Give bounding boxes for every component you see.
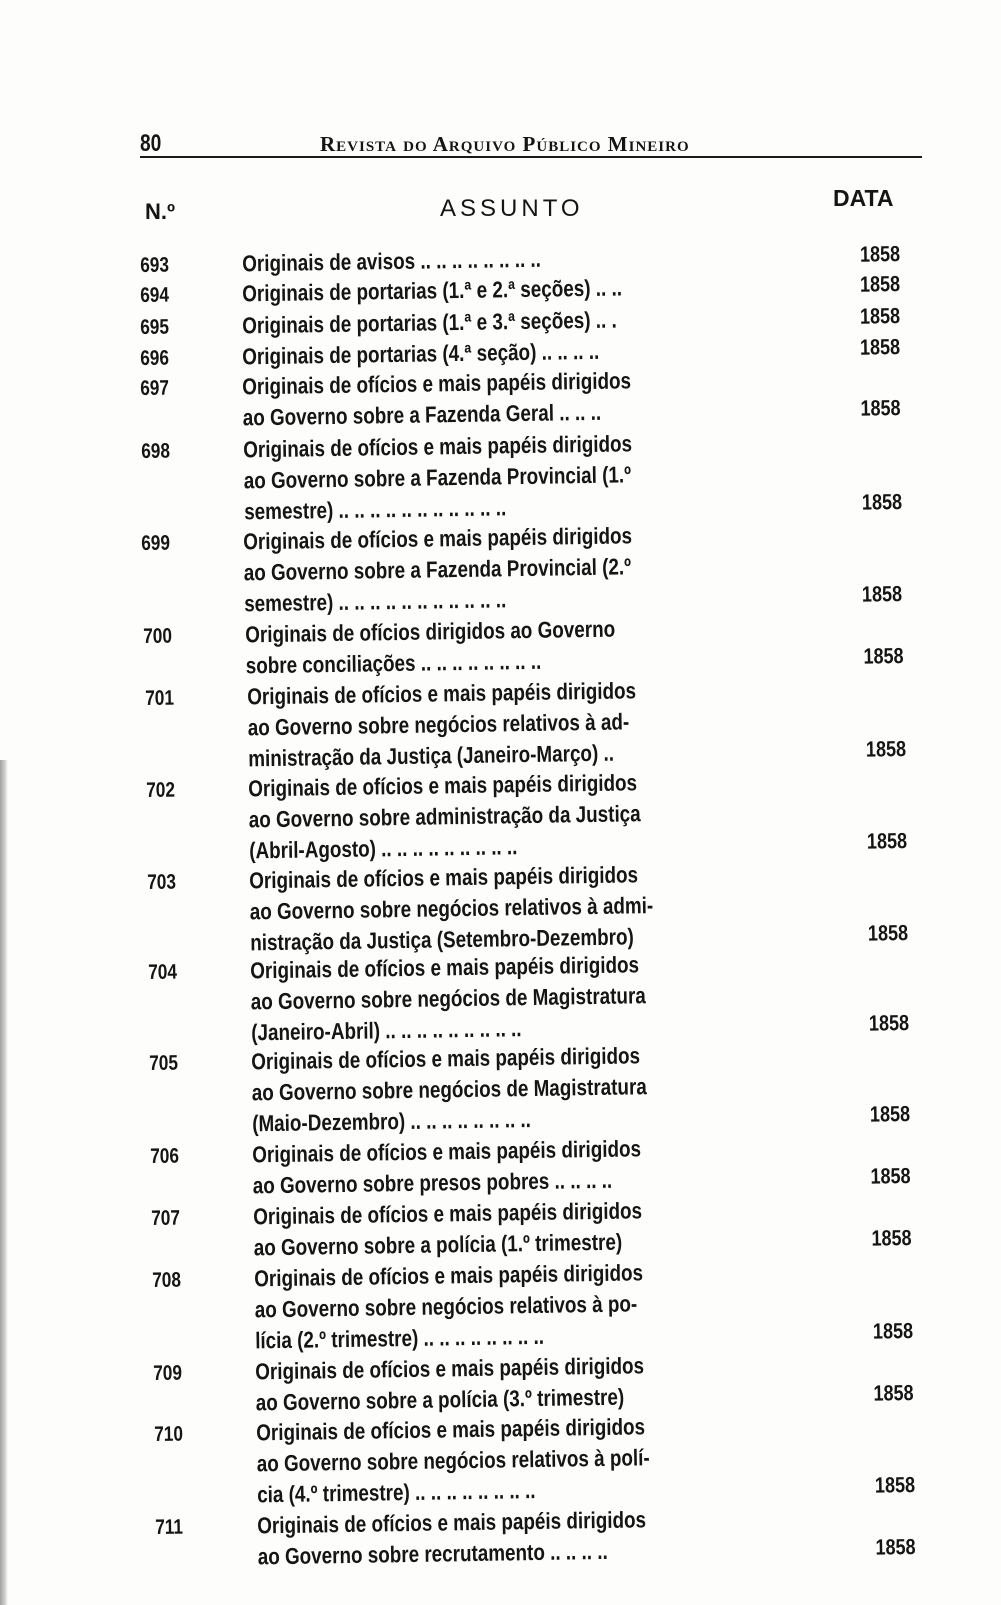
entry-number: 699 [141, 531, 171, 555]
entry-subject-line: Originais de ofícios e mais papéis dirigidos [251, 1042, 641, 1075]
entry-number: 701 [145, 686, 175, 710]
entry-subject-line: Originais de ofícios e mais papéis dirigidos [250, 951, 640, 984]
entry-subject [255, 1348, 778, 1418]
entry-subject-line: Originais de avisos .. .. .. .. .. .. .. .. [242, 245, 542, 277]
entry-subject-line: Originais de portarias (1.ª e 3.ª seções) .. . [242, 306, 617, 339]
list-item [149, 1036, 910, 1141]
entry-date: 1858 [866, 828, 908, 854]
entry-subject [251, 1038, 774, 1139]
entry-subject [250, 947, 773, 1048]
entry-date: 1858 [872, 1318, 914, 1344]
entry-subject-line: ao Governo sobre a polícia (3.º trimestre) [255, 1383, 625, 1416]
list-item [141, 516, 902, 621]
entry-subject [242, 363, 765, 433]
entry-subject-line: (Maio-Dezembro) .. .. .. .. .. .. .. .. [251, 1106, 532, 1137]
entry-date: 1858 [870, 1163, 911, 1189]
list-item [154, 1407, 915, 1512]
entry-subject-line: ao Governo sobre a Fazenda Provincial (1.º [243, 461, 632, 494]
entry-date: 1858 [867, 920, 909, 946]
entry-subject-line: ao Governo sobre presos pobres .. .. .. .. [252, 1166, 613, 1199]
entry-number: 709 [153, 1361, 183, 1385]
entry-subject-line: Originais de portarias (1.ª e 2.ª seções) .. .. [242, 274, 623, 307]
entry-subject-line: semestre) .. .. .. .. .. .. .. .. .. .. .. [243, 494, 507, 525]
entry-subject-line: nistração da Justiça (Setembro-Dezembro) [249, 923, 634, 956]
entry-date: 1858 [868, 1010, 910, 1036]
entry-subject-line: semestre) .. .. .. .. .. .. .. .. .. .. .. [243, 586, 507, 617]
entry-subject-line: ministração da Justiça (Janeiro-Março) .. [247, 739, 615, 772]
entry-date: 1858 [875, 1534, 916, 1560]
entry-subject-line: Originais de ofícios e mais papéis dirigidos [252, 1135, 642, 1168]
list-item [145, 671, 906, 776]
entry-subject-line: Originais de ofícios e mais papéis dirigidos [254, 1259, 644, 1292]
list-item [152, 1253, 913, 1358]
entry-subject-line: cia (4.º trimestre) .. .. .. .. .. .. .. .. [256, 1477, 536, 1508]
entry-number: 695 [140, 315, 170, 339]
entry-number: 694 [140, 283, 170, 307]
entry-number: 706 [150, 1144, 180, 1168]
running-title: Revista do Arquivo Público Mineiro [320, 132, 690, 156]
entry-subject-line: ao Governo sobre negócios relativos à polí- [256, 1444, 650, 1477]
entry-subject-line: Originais de ofícios e mais papéis dirigidos [248, 769, 638, 802]
entry-date: 1858 [859, 271, 901, 297]
entry-subject [249, 857, 772, 958]
entry-date: 1858 [861, 489, 903, 515]
list-item [146, 763, 907, 868]
entry-subject [257, 1502, 780, 1572]
entry-subject-line: Originais de ofícios e mais papéis dirigidos [249, 861, 639, 894]
entry-subject-line: Originais de ofícios e mais papéis dirigidos [247, 677, 637, 710]
entry-subject-line: ao Governo sobre negócios relativos à po- [254, 1290, 638, 1323]
entry-number: 705 [149, 1051, 179, 1075]
entry-subject-line: Originais de ofícios dirigidos ao Governo [245, 615, 616, 648]
entry-subject [252, 1131, 775, 1201]
entry-subject [254, 1255, 777, 1356]
entry-subject-line: ao Governo sobre negócios relativos à admi- [249, 892, 654, 925]
column-header-date: DATA [833, 185, 894, 211]
entry-subject-line: Originais de portarias (4.ª seção) .. .. .. .. [242, 337, 600, 370]
column-header-number: N.º [145, 199, 176, 224]
entry-number: 698 [141, 439, 171, 463]
page-number: 80 [140, 130, 162, 157]
entry-number: 711 [155, 1515, 184, 1539]
entry-subject-line: Originais de ofícios e mais papéis dirigidos [253, 1197, 643, 1230]
entry-subject [253, 1193, 776, 1263]
entry-subject-line: ao Governo sobre administração da Justiça [248, 800, 641, 833]
entry-number: 693 [140, 253, 170, 277]
entry-date: 1858 [861, 581, 903, 607]
list-item [148, 945, 909, 1050]
list-item [140, 361, 901, 435]
entry-subject-line: ao Governo sobre recrutamento .. .. .. .. [257, 1537, 608, 1570]
entry-subject-line: ao Governo sobre negócios relativos à ad- [247, 708, 630, 741]
entry-date: 1858 [859, 334, 901, 360]
entry-date: 1858 [859, 241, 901, 267]
column-header-subject: ASSUNTO [440, 195, 584, 222]
entry-subject-line: Originais de ofícios e mais papéis dirigidos [243, 522, 633, 555]
entry-subject-line: Originais de ofícios e mais papéis dirigidos [257, 1506, 647, 1539]
entry-number: 708 [152, 1268, 182, 1292]
entry-date: 1858 [863, 643, 904, 669]
entry-subject-line: ao Governo sobre a Fazenda Geral .. .. .. [242, 398, 602, 431]
entry-subject-line: sobre conciliações .. .. .. .. .. .. .. .. [245, 647, 542, 679]
entry-subject-line: ao Governo sobre a polícia (1.º trimestre) [253, 1228, 623, 1261]
list-item [141, 424, 902, 529]
entry-number: 697 [140, 376, 170, 400]
entry-subject [243, 518, 766, 619]
entry-date: 1858 [871, 1225, 912, 1251]
entry-number: 696 [140, 346, 170, 370]
entry-subject-line: Originais de ofícios e mais papéis dirigidos [243, 430, 633, 463]
entry-subject-line: (Abril-Agosto) .. .. .. .. .. .. .. .. .. [248, 833, 518, 864]
entry-number: 700 [143, 624, 173, 648]
entry-subject [248, 765, 771, 866]
entry-number: 710 [154, 1422, 184, 1446]
entry-date: 1858 [860, 395, 901, 421]
entry-date: 1858 [874, 1472, 916, 1498]
entry-date: 1858 [869, 1101, 911, 1127]
list-item [147, 855, 908, 960]
entry-subject-line: lícia (2.º trimestre) .. .. .. .. .. .. .. .. [254, 1322, 545, 1354]
entry-subject-line: ao Governo sobre negócios de Magistratura [251, 1073, 647, 1106]
entry-subject-line: (Janeiro-Abril) .. .. .. .. .. .. .. .. .. [250, 1015, 522, 1046]
entry-date: 1858 [859, 303, 901, 329]
entry-subject-line: Originais de ofícios e mais papéis dirigidos [256, 1413, 646, 1446]
entry-number: 704 [148, 960, 178, 984]
entry-number: 702 [146, 778, 176, 802]
entry-subject [256, 1409, 779, 1510]
entry-subject-line: Originais de ofícios e mais papéis dirigidos [255, 1352, 645, 1385]
entry-subject-line: ao Governo sobre negócios de Magistratura [250, 982, 646, 1015]
entry-subject [243, 426, 766, 527]
entry-subject-line: Originais de ofícios e mais papéis dirigidos [242, 367, 632, 400]
entry-date: 1858 [865, 736, 907, 762]
list-item [155, 1500, 916, 1574]
entry-subject-line: ao Governo sobre a Fazenda Provincial (2.º [243, 553, 632, 586]
entry-number: 703 [147, 870, 177, 894]
entry-number: 707 [151, 1206, 181, 1230]
entry-subject [245, 611, 768, 681]
entry-subject [247, 673, 770, 774]
entry-date: 1858 [873, 1380, 914, 1406]
